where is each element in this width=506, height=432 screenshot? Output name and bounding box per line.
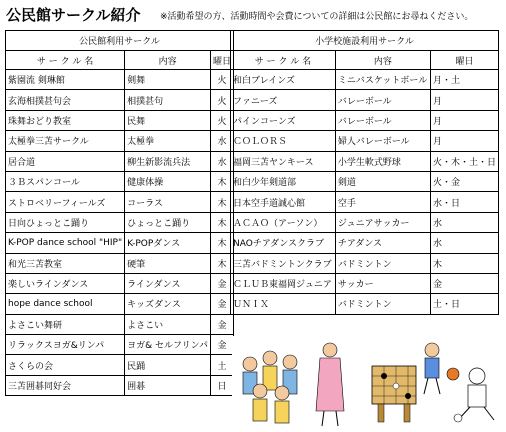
weekday: 木 — [211, 192, 234, 212]
section-heading: 公民館利用サークル — [6, 31, 234, 51]
circle-name: 日本空手道誠心館 — [231, 192, 336, 212]
circle-name: ＣＯＬＯＲＳ — [231, 131, 336, 151]
table-row — [231, 212, 499, 232]
activity-content: 硬筆 — [125, 253, 211, 273]
activity-content: ひょっとこ踊り — [125, 212, 211, 232]
activity-content: 小学生軟式野球 — [335, 151, 430, 171]
circle-name: ストロベリーフィールズ — [6, 192, 125, 212]
activity-content: バレーボール — [335, 110, 430, 130]
circle-name: 日向ひょっとこ踊り — [6, 212, 125, 232]
page-title: 公民館サークル紹介 — [6, 6, 141, 24]
school-facility-circles-table — [230, 30, 499, 315]
circle-name: NAOチアダンスクラブ — [231, 233, 336, 253]
circle-name: さくらの会 — [6, 355, 125, 375]
activity-content: 婦人バレーボール — [335, 131, 430, 151]
col-header-content: 内容 — [335, 51, 430, 70]
table-row — [231, 192, 499, 212]
activity-content: 剣道 — [335, 171, 430, 191]
table-row — [231, 273, 499, 293]
weekday: 木 — [430, 253, 498, 273]
table-row — [6, 192, 234, 212]
activity-content: 空手 — [335, 192, 430, 212]
activity-content: ヨガ& セルフリンパ — [125, 335, 211, 355]
circle-name: 居合道 — [6, 151, 125, 171]
circle-name: 和白少年剣道部 — [231, 171, 336, 191]
circle-name: 珠舞おどり教室 — [6, 110, 125, 130]
weekday: 金 — [211, 335, 234, 355]
weekday: 木 — [211, 171, 234, 191]
table-row — [231, 171, 499, 191]
table-row — [6, 131, 234, 151]
baseball-player-illustration — [454, 368, 494, 422]
circle-name: 紫園流 剣琳館 — [6, 70, 125, 90]
circle-name: 和光三苫教室 — [6, 253, 125, 273]
weekday: 木 — [211, 212, 234, 232]
weekday: 月 — [430, 131, 498, 151]
table-row — [6, 253, 234, 273]
activity-content: ミニバスケットボール — [335, 70, 430, 90]
activity-content: バレーボール — [335, 90, 430, 110]
activity-content: 民踊 — [125, 355, 211, 375]
weekday: 金 — [211, 273, 234, 293]
weekday: 土・日 — [430, 294, 498, 314]
weekday: 火・金 — [430, 171, 498, 191]
activity-content: バドミントン — [335, 294, 430, 314]
table-row — [6, 70, 234, 90]
circle-name: リラックスヨガ&リンパ — [6, 335, 125, 355]
table-row — [6, 355, 234, 375]
circle-name: よさこい舞研 — [6, 314, 125, 334]
table-row — [6, 314, 234, 334]
table-row — [6, 90, 234, 110]
weekday: 水・日 — [430, 192, 498, 212]
activity-content: 太極拳 — [125, 131, 211, 151]
weekday: 月 — [430, 90, 498, 110]
table-row — [6, 335, 234, 355]
table-row — [6, 375, 234, 395]
weekday: 水 — [430, 233, 498, 253]
activity-content: 健康体操 — [125, 171, 211, 191]
section-heading: 小学校施設利用サークル — [231, 31, 499, 51]
activity-content: 剣舞 — [125, 70, 211, 90]
col-header-name: サ ー ク ル 名 — [6, 51, 125, 70]
col-header-day: 曜日 — [430, 51, 498, 70]
table-row — [6, 110, 234, 130]
circle-name: 三苫バドミントンクラブ — [231, 253, 336, 273]
table-row — [231, 151, 499, 171]
table-row — [6, 233, 234, 253]
basketball-player-illustration — [424, 343, 459, 394]
weekday: 火 — [211, 110, 234, 130]
table-row — [6, 212, 234, 232]
circle-name: hope dance school — [6, 294, 125, 314]
circle-name: ＵＮＩＸ — [231, 294, 336, 314]
weekday: 木 — [211, 233, 234, 253]
community-center-circles-table — [5, 30, 234, 396]
circle-name: 玄海相撲甚句会 — [6, 90, 125, 110]
weekday: 木 — [211, 253, 234, 273]
col-header-content: 内容 — [125, 51, 211, 70]
weekday: 金 — [211, 294, 234, 314]
circle-name: パインコーンズ — [231, 110, 336, 130]
circle-name: 太極拳三苫サークル — [6, 131, 125, 151]
circle-name: 和白ブレインズ — [231, 70, 336, 90]
weekday: 土 — [211, 355, 234, 375]
weekday: 水 — [211, 151, 234, 171]
circle-name: ＣＬＵＢ東福岡ジュニア — [231, 273, 336, 293]
circle-name: 三苫囲碁同好会 — [6, 375, 125, 395]
table-row — [6, 294, 234, 314]
table-row — [231, 233, 499, 253]
illustration-area — [232, 336, 500, 428]
activity-content: よさこい — [125, 314, 211, 334]
table-row — [6, 171, 234, 191]
table-row — [231, 70, 499, 90]
circle-name: ３Ｂスパンコール — [6, 171, 125, 191]
table-row — [231, 90, 499, 110]
circle-name: 福岡三苫ヤンキース — [231, 151, 336, 171]
circle-activities-illustration — [232, 336, 500, 428]
activity-content: 柳生新影流兵法 — [125, 151, 211, 171]
activity-content: コーラス — [125, 192, 211, 212]
activity-content: サッカー — [335, 273, 430, 293]
table-row — [231, 110, 499, 130]
table-row — [231, 131, 499, 151]
circle-name: ファニーズ — [231, 90, 336, 110]
activity-content: 囲碁 — [125, 375, 211, 395]
table-row — [6, 151, 234, 171]
weekday: 金 — [211, 314, 234, 334]
weekday: 火・木・土・日 — [430, 151, 498, 171]
table-row — [231, 294, 499, 314]
weekday: 水 — [430, 212, 498, 232]
activity-content: 相撲甚句 — [125, 90, 211, 110]
activity-content: キッズダンス — [125, 294, 211, 314]
circle-name: K-POP dance school "HIP" — [6, 233, 125, 253]
activity-content: 民舞 — [125, 110, 211, 130]
col-header-name: サ ー ク ル 名 — [231, 51, 336, 70]
col-header-day: 曜日 — [211, 51, 234, 70]
activity-content: チアダンス — [335, 233, 430, 253]
weekday: 日 — [211, 375, 234, 395]
weekday: 火 — [211, 90, 234, 110]
weekday: 月 — [430, 110, 498, 130]
go-board-illustration — [372, 366, 416, 422]
circle-name: ＡＣＡＯ（アーソン） — [231, 212, 336, 232]
table-row — [6, 273, 234, 293]
activity-content: K-POPダンス — [125, 233, 211, 253]
weekday: 金 — [430, 273, 498, 293]
weekday: 月・土 — [430, 70, 498, 90]
weekday: 火 — [211, 70, 234, 90]
weekday: 水 — [211, 131, 234, 151]
circle-name: 楽しいラインダンス — [6, 273, 125, 293]
activity-content: バドミントン — [335, 253, 430, 273]
activity-content: ラインダンス — [125, 273, 211, 293]
dancing-children-illustration — [243, 343, 344, 426]
table-row — [231, 253, 499, 273]
inquiry-note: ※活動希望の方、活動時間や会費についての詳細は公民館にお尋ねください。 — [160, 12, 474, 22]
activity-content: ジュニアサッカー — [335, 212, 430, 232]
